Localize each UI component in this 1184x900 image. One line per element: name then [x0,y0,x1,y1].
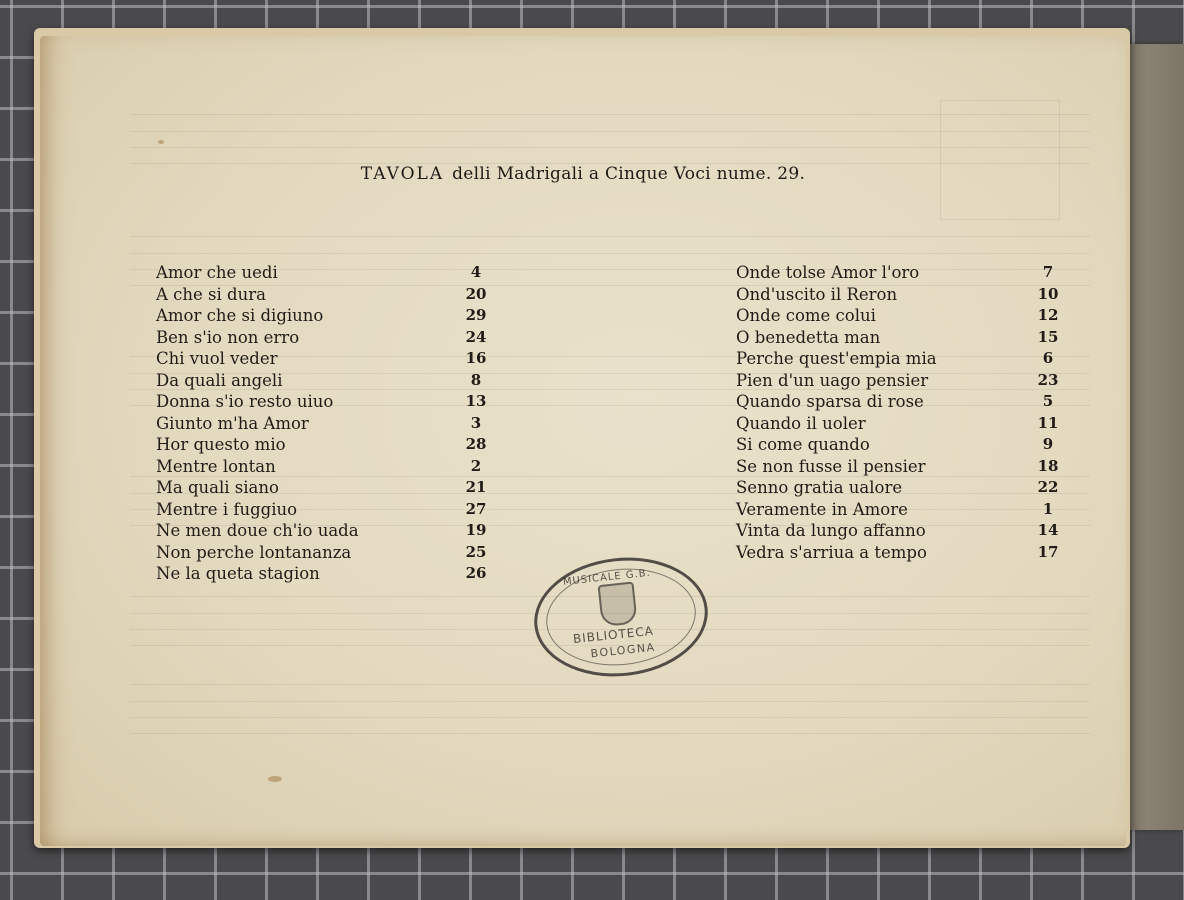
madrigal-title: Ond'uscito il Reron [736,284,898,304]
madrigal-number: 24 [465,327,487,346]
madrigal-title: Vinta da lungo affanno [736,521,926,540]
index-entry [156,284,496,306]
madrigal-title: Ben s'io non erro [156,327,300,347]
madrigal-title: Quando il uoler [736,413,866,433]
stamp-top-text: MUSICALE G.B. [562,567,652,588]
title-rest: delli Madrigali a Cinque Voci nume. 29. [452,164,806,184]
title-caps: TAVOLA [360,164,445,184]
index-entry [156,477,496,499]
index-entry [156,499,496,521]
madrigal-title: Ne la queta stagion [156,564,320,583]
showthrough-woodcut-box [940,100,1060,220]
madrigal-title: Mentre i fuggiuo [156,499,298,519]
index-entry [156,370,496,392]
index-entry [156,413,496,435]
index-entry [156,434,496,456]
book-page [40,36,1126,846]
madrigal-title: Ma quali siano [156,478,279,497]
madrigal-number: 19 [465,521,487,539]
foxing-spot [158,140,164,144]
madrigal-number: 21 [465,478,487,496]
madrigal-title: Da quali angeli [156,370,283,390]
madrigal-number: 3 [470,413,482,432]
index-entry [736,520,1068,542]
page-title [40,164,1126,184]
madrigal-title: Quando sparsa di rose [736,392,924,411]
madrigal-title: Senno gratia ualore [736,478,903,497]
index-entry [156,262,496,284]
madrigal-number: 25 [465,542,487,561]
madrigal-number: 18 [1037,456,1059,475]
madrigal-number: 16 [465,349,487,367]
madrigal-number: 17 [1037,542,1059,561]
index-entry [736,348,1068,370]
madrigal-number: 10 [1037,284,1059,303]
index-entry [736,456,1068,478]
madrigal-number: 22 [1037,478,1059,496]
madrigal-title: Amor che si digiuno [156,306,324,325]
madrigal-title: O benedetta man [736,327,881,347]
madrigal-number: 29 [465,306,487,324]
madrigal-title: Hor questo mio [156,435,286,454]
index-entry [736,305,1068,327]
madrigal-title: Mentre lontan [156,456,276,476]
library-stamp [528,549,713,685]
stamp-mid-text: BIBLIOTECA [572,623,655,647]
madrigal-number: 9 [1042,435,1054,453]
index-entry [156,327,496,349]
madrigal-number: 23 [1037,370,1059,389]
madrigal-number: 1 [1042,499,1054,518]
madrigal-title: Vedra s'arriua a tempo [736,542,927,562]
madrigal-number: 26 [465,564,487,582]
stamp-coat-of-arms-icon [598,582,638,628]
madrigal-title: Si come quando [736,435,870,454]
madrigal-number: 14 [1037,521,1059,539]
madrigal-title: Onde tolse Amor l'oro [736,263,920,282]
index-entry [736,542,1068,564]
index-entry [736,391,1068,413]
index-entry [156,542,496,564]
index-entry [736,284,1068,306]
madrigal-number: 6 [1042,349,1054,367]
index-entry [156,456,496,478]
showthrough-staff [130,684,1090,734]
index-entry [736,499,1068,521]
madrigal-title: Non perche lontananza [156,542,352,562]
index-column-left [156,262,496,585]
index-entry [736,413,1068,435]
index-entry [736,327,1068,349]
madrigal-title: Amor che uedi [156,263,278,282]
madrigal-number: 12 [1037,306,1059,324]
madrigal-title: A che si dura [156,284,266,304]
madrigal-title: Chi vuol veder [156,349,278,368]
index-entry [156,563,496,585]
index-entry [736,262,1068,284]
madrigal-number: 4 [470,263,482,281]
madrigal-number: 28 [465,435,487,453]
index-entry [156,520,496,542]
madrigal-number: 5 [1042,392,1054,410]
madrigal-number: 7 [1042,263,1054,281]
index-entry [156,305,496,327]
facing-page-edge [1122,44,1184,830]
stamp-bottom-text: BOLOGNA [590,640,657,661]
madrigal-number: 20 [465,284,487,303]
index-column-right [736,262,1068,563]
madrigal-number: 8 [470,370,482,389]
madrigal-title: Onde come colui [736,306,876,325]
madrigal-title: Ne men doue ch'io uada [156,521,359,540]
madrigal-title: Pien d'un uago pensier [736,370,929,390]
madrigal-number: 13 [465,392,487,410]
index-entry [736,370,1068,392]
madrigal-number: 27 [465,499,487,518]
index-entry [736,434,1068,456]
index-entry [736,477,1068,499]
foxing-spot [268,776,282,782]
madrigal-number: 15 [1037,327,1059,346]
madrigal-title: Giunto m'ha Amor [156,413,309,433]
madrigal-number: 11 [1037,413,1059,432]
madrigal-title: Donna s'io resto uiuo [156,392,334,411]
madrigal-number: 2 [470,456,482,475]
index-entry [156,391,496,413]
madrigal-title: Veramente in Amore [736,499,908,519]
index-entry [156,348,496,370]
madrigal-title: Perche quest'empia mia [736,349,937,368]
madrigal-title: Se non fusse il pensier [736,456,926,476]
